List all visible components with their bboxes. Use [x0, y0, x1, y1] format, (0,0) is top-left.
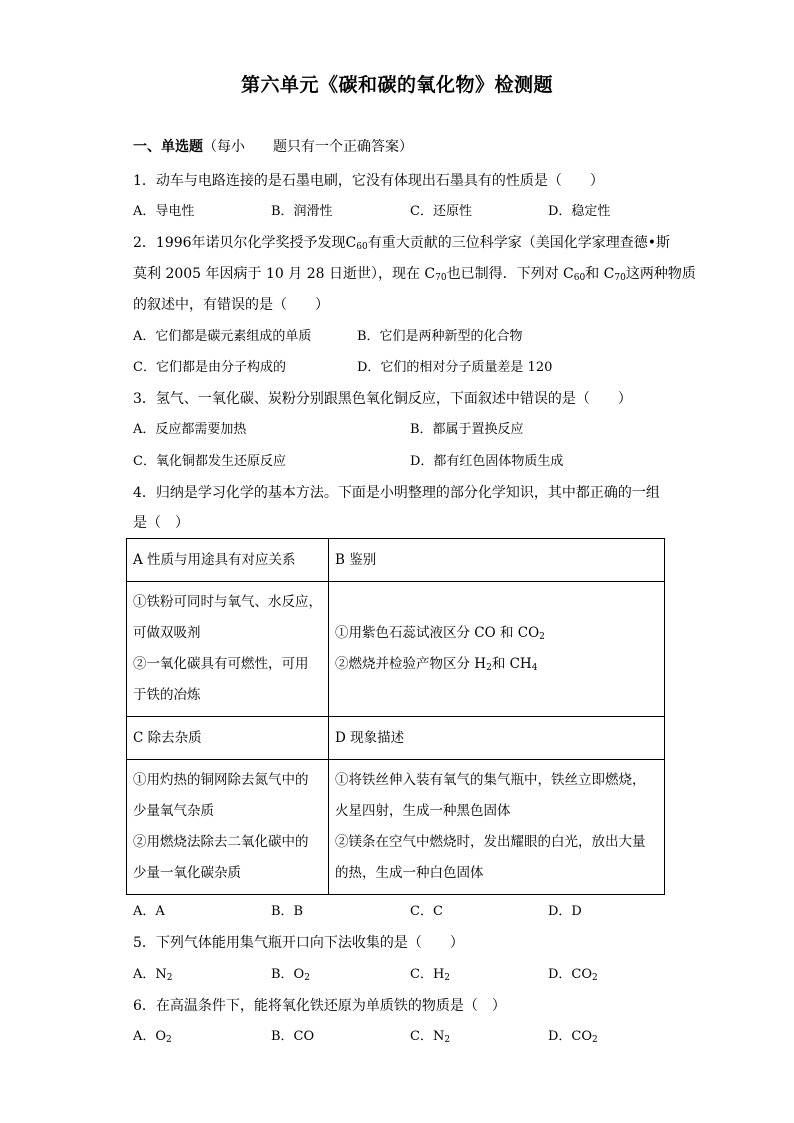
table-line: 少量氧气杂质 [133, 803, 214, 819]
subscript: 4 [531, 663, 538, 673]
option-text: A．N [133, 967, 167, 982]
table-line: ②用燃烧法除去二氧化碳中的 [133, 834, 309, 850]
subscript: 70 [614, 273, 626, 283]
table-text: ①用紫色石蕊试液区分 CO 和 CO [335, 625, 540, 641]
q2-text: 2．1996年诺贝尔化学奖授予发现C [133, 235, 357, 251]
question-6-stem: 6．在高温条件下，能将氧化铁还原为单质铁的物质是（ ） [133, 998, 506, 1014]
q4-option-c: C．C [410, 904, 443, 919]
table-line: 的热，生成一种白色固体 [335, 865, 484, 881]
question-5-stem: 5．下列气体能用集气瓶开口向下法收集的是（ ） [133, 935, 464, 951]
q1-option-d: D．稳定性 [548, 204, 611, 219]
question-2-line-3: 的叙述中，有错误的是（ ） [133, 297, 329, 313]
table-cell-a-body [127, 582, 329, 717]
table-cell-a-head: A 性质与用途具有对应关系 [127, 539, 329, 582]
q3-option-b: B．都属于置换反应 [410, 422, 524, 437]
subscript: 60 [573, 273, 586, 283]
q3-option-c: C．氧化铜都发生还原反应 [133, 454, 286, 469]
table-line: 火星四射，生成一种黑色固体 [335, 803, 511, 819]
table-cell-d-body [329, 760, 665, 895]
q2-option-c: C．它们都是由分子构成的 [133, 360, 286, 375]
q5-option-a [133, 965, 173, 985]
q2-option-a: A．它们都是碳元素组成的单质 [133, 329, 312, 344]
knowledge-table [126, 538, 665, 895]
page-title: 第六单元《碳和碳的氧化物》检测题 [240, 74, 553, 96]
q6-option-c [410, 1027, 450, 1047]
table-line: ①将铁丝伸入装有氧气的集气瓶中，铁丝立即燃烧， [335, 772, 646, 788]
q5-option-c [410, 965, 450, 985]
q5-option-b [271, 965, 310, 985]
q2-text: 有重大贡献的三位科学家（美国化学家理查德•斯 [367, 235, 670, 251]
q2-text: 和 C [585, 266, 615, 282]
question-2-line-2 [133, 264, 696, 284]
table-line: ①用灼热的铜网除去氮气中的 [133, 772, 309, 788]
question-2-line-1 [133, 233, 670, 253]
q4-option-b: B．B [271, 904, 304, 919]
q6-option-d [548, 1027, 598, 1047]
subscript: 2 [444, 1035, 451, 1045]
subscript: 2 [166, 1035, 172, 1045]
table-line: ②镁条在空气中燃烧时，发出耀眼的白光，放出大量 [335, 834, 646, 850]
subscript: 2 [444, 973, 451, 983]
table-text: ②燃烧并检验产物区分 H [335, 656, 487, 672]
q2-text: 也已制得．下列对 C [446, 266, 574, 282]
table-line: ①铁粉可同时与氧气、水反应， [133, 594, 322, 610]
table-line: 少量一氧化碳杂质 [133, 865, 241, 881]
q2-option-b: B．它们是两种新型的化合物 [357, 329, 523, 344]
question-4-line-2: 是（ ） [133, 515, 189, 531]
subscript: 2 [304, 973, 310, 983]
q6-option-b: B．CO [271, 1029, 315, 1044]
table-line: 可做双吸剂 [133, 625, 201, 641]
q2-text: 莫利 2005 年因病于 10 月 28 日逝世），现在 C [133, 266, 436, 282]
table-line [335, 618, 658, 649]
q3-option-d: D．都有红色固体物质生成 [410, 454, 564, 469]
q6-option-a [133, 1027, 172, 1047]
table-cell-b-head: B 鉴别 [329, 539, 665, 582]
q3-option-a: A．反应都需要加热 [133, 422, 247, 437]
subscript: 70 [435, 273, 447, 283]
table-text: 和 CH [491, 656, 532, 672]
table-cell-c-body [127, 760, 329, 895]
table-cell-d-head: D 现象描述 [329, 717, 665, 760]
section-label: 一、单选题 [133, 139, 203, 155]
option-text: C．H [410, 967, 445, 982]
q4-option-d: D．D [548, 904, 582, 919]
q2-option-d: D．它们的相对分子质量差是 120 [357, 360, 553, 375]
option-text: B．O [271, 967, 305, 982]
subscript: 2 [592, 973, 598, 983]
option-text: D．CO [548, 1029, 593, 1044]
table-line: 于铁的冶炼 [133, 687, 201, 703]
subscript: 2 [166, 973, 173, 983]
question-3-stem: 3．氢气、一氧化碳、炭粉分别跟黑色氧化铜反应，下面叙述中错误的是（ ） [133, 391, 632, 407]
subscript: 2 [592, 1035, 598, 1045]
option-text: C．N [410, 1029, 445, 1044]
table-cell-c-head: C 除去杂质 [127, 717, 329, 760]
q4-option-a: A．A [133, 904, 165, 919]
subscript: 2 [539, 632, 545, 642]
subscript: 2 [486, 663, 492, 673]
q2-text: 这两种物质 [625, 266, 696, 282]
q1-option-c: C．还原性 [410, 204, 472, 219]
table-line [335, 649, 658, 680]
subscript: 60 [356, 242, 368, 252]
question-4-line-1: 4．归纳是学习化学的基本方法。下面是小明整理的部分化学知识，其中都正确的一组 [133, 485, 660, 501]
table-cell-b-body [329, 582, 665, 717]
q1-option-b: B．润滑性 [271, 204, 333, 219]
table-line: ②一氧化碳具有可燃性，可用 [133, 656, 309, 672]
q1-option-a: A．导电性 [133, 204, 195, 219]
section-heading [133, 137, 413, 157]
question-1-stem: 1．动车与电路连接的是石墨电刷，它没有体现出石墨具有的性质是（ ） [133, 173, 604, 189]
option-text: A．O [133, 1029, 167, 1044]
option-text: D．CO [548, 967, 593, 982]
section-note: （每小 题只有一个正确答案） [203, 139, 413, 155]
q5-option-d [548, 965, 598, 985]
